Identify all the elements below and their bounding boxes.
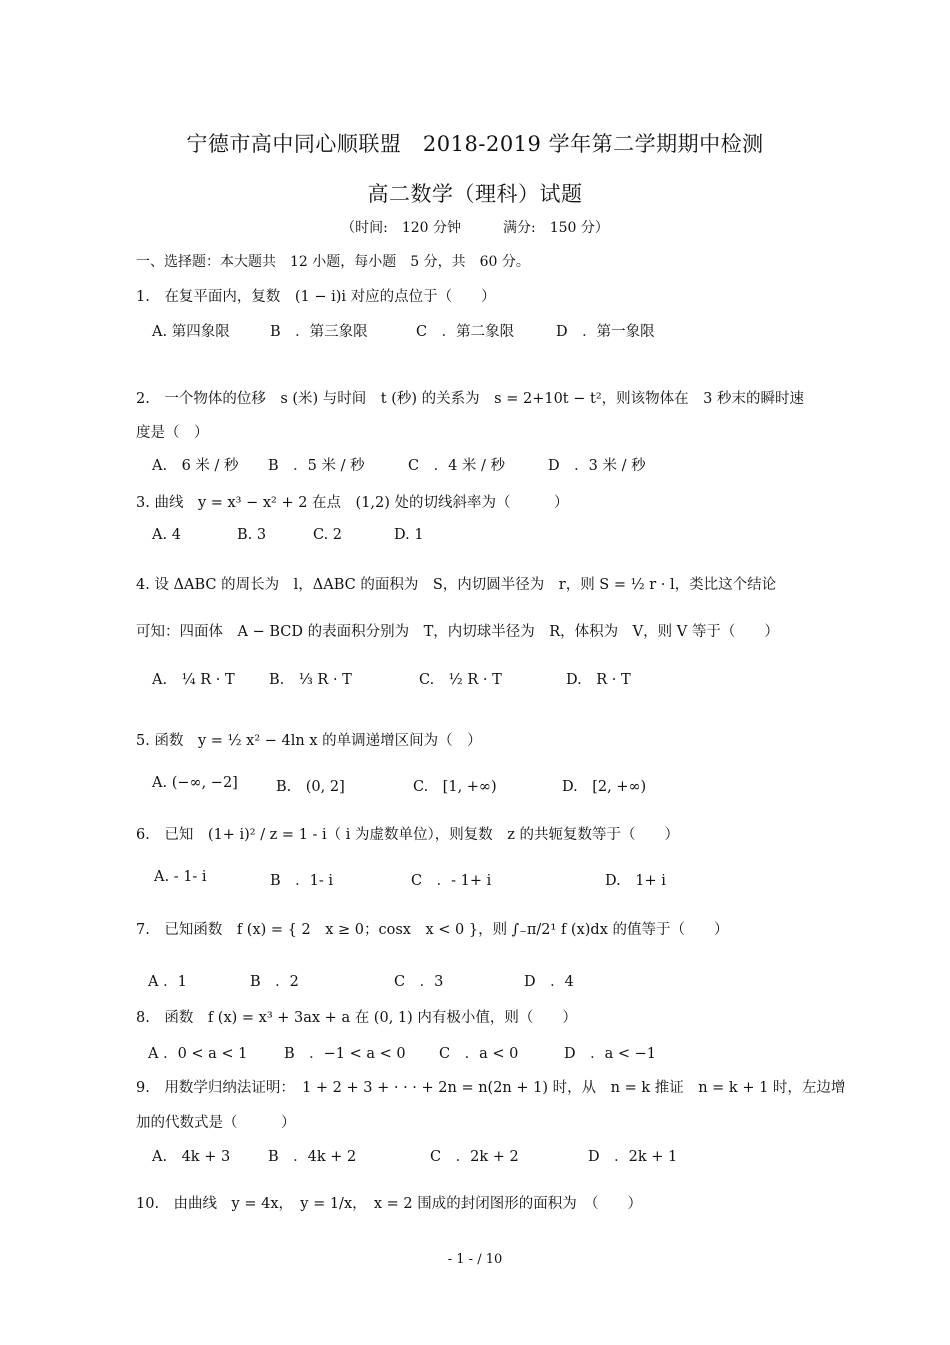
question-9-option-a: A. 4k + 3 [152,1149,231,1165]
question-5-option-c: C. [1, +∞) [413,779,497,795]
question-7-option-c: C ．3 [394,974,444,990]
question-3-option-d: D. 1 [394,527,424,543]
question-3-option-a: A. 4 [152,527,181,543]
question-6-option-a: A. - 1- i [154,869,207,885]
question-3-line-1: 3. 曲线 y = x³ − x² + 2 在点 (1,2) 处的切线斜率为（ ） [136,495,569,511]
question-8-option-a: A ．0 < a < 1 [148,1046,248,1062]
question-6-option-d: D. 1+ i [605,873,666,889]
question-9-option-c: C ．2k + 2 [430,1149,519,1165]
question-3-option-c: C. 2 [313,527,343,543]
question-4-option-a: A. ¼ R · T [152,672,235,688]
question-8-option-b: B ．−1 < a < 0 [284,1046,406,1062]
question-8-option-c: C ．a < 0 [439,1046,519,1062]
question-2-option-d: D ．3 米 / 秒 [548,458,646,474]
question-1-line-1: 1. 在复平面内，复数 (1 − i)i 对应的点位于（ ） [136,289,496,305]
question-8-line-1: 8. 函数 f (x) = x³ + 3ax + a 在 (0, 1) 内有极小值，则（ ） [136,1010,577,1026]
question-7-option-d: D ．4 [524,974,574,990]
question-7-option-a: A ．1 [148,974,187,990]
question-2-line-1: 2. 一个物体的位移 s (米) 与时间 t (秒) 的关系为 s = 2+10t − t²，则该物体在 3 秒末的瞬时速 [136,391,804,407]
question-9-line-1: 9. 用数学归纳法证明： 1 + 2 + 3 + · · · + 2n = n(2n + 1) 时，从 n = k 推证 n = k + 1 时，左边增 [136,1080,846,1096]
question-1-option-a: A. 第四象限 [152,324,230,340]
question-4-line-1: 4. 设 ΔABC 的周长为 l，ΔABC 的面积为 S，内切圆半径为 r，则 S = ½ r · l，类比这个结论 [136,577,777,593]
question-9-option-d: D ．2k + 1 [588,1149,678,1165]
question-4-option-b: B. ⅓ R · T [269,672,352,688]
question-5-option-b: B. (0, 2] [276,779,345,795]
question-5-line-1: 5. 函数 y = ½ x² − 4ln x 的单调递增区间为（ ） [136,733,482,749]
question-7-line-1: 7. 已知函数 f (x) = { 2 x ≥ 0；cosx x < 0 }，则 ∫₋π/2¹ f (x)dx 的值等于（ ） [136,922,729,938]
question-1-option-c: C ．第二象限 [416,324,515,340]
question-9-option-b: B ．4k + 2 [268,1149,357,1165]
question-5-option-a: A. (−∞, −2] [152,775,238,791]
question-4-option-d: D. R · T [566,672,631,688]
question-7-option-b: B ．2 [250,974,299,990]
question-2-option-a: A. 6 米 / 秒 [152,458,239,474]
question-8-option-d: D ．a < −1 [564,1046,657,1062]
question-6-option-b: B ．1- i [270,873,334,889]
exam-meta: （时间: 120 分钟 满分: 150 分） [341,220,609,236]
question-10-line-1: 10. 由曲线 y = 4x， y = 1/x， x = 2 围成的封闭图形的面积为 （ ） [136,1196,642,1212]
question-2-option-b: B ．5 米 / 秒 [268,458,365,474]
question-2-line-2: 度是（ ） [136,425,209,441]
question-2-option-c: C ．4 米 / 秒 [408,458,506,474]
question-9-line-2: 加的代数式是（ ） [136,1115,296,1131]
question-6-line-1: 6. 已知 (1+ i)² / z = 1 - i（ i 为虚数单位），则复数 z 的共轭复数等于（ ） [136,827,680,843]
question-5-option-d: D. [2, +∞) [562,779,647,795]
page-number: - 1 - / 10 [447,1252,503,1267]
exam-title: 宁德市高中同心顺联盟 2018-2019 学年第二学期期中检测 [186,132,764,156]
question-6-option-c: C ．- 1+ i [411,873,492,889]
question-4-line-2: 可知：四面体 A − BCD 的表面积分别为 T，内切球半径为 R，体积为 V，则 V 等于（ ） [136,624,779,640]
exam-subtitle: 高二数学（理科）试题 [367,182,583,206]
section-heading: 一、选择题：本大题共 12 小题，每小题 5 分，共 60 分。 [136,254,530,270]
question-1-option-d: D ．第一象限 [556,324,655,340]
question-4-option-c: C. ½ R · T [419,672,502,688]
question-3-option-b: B. 3 [237,527,267,543]
question-1-option-b: B ．第三象限 [270,324,368,340]
